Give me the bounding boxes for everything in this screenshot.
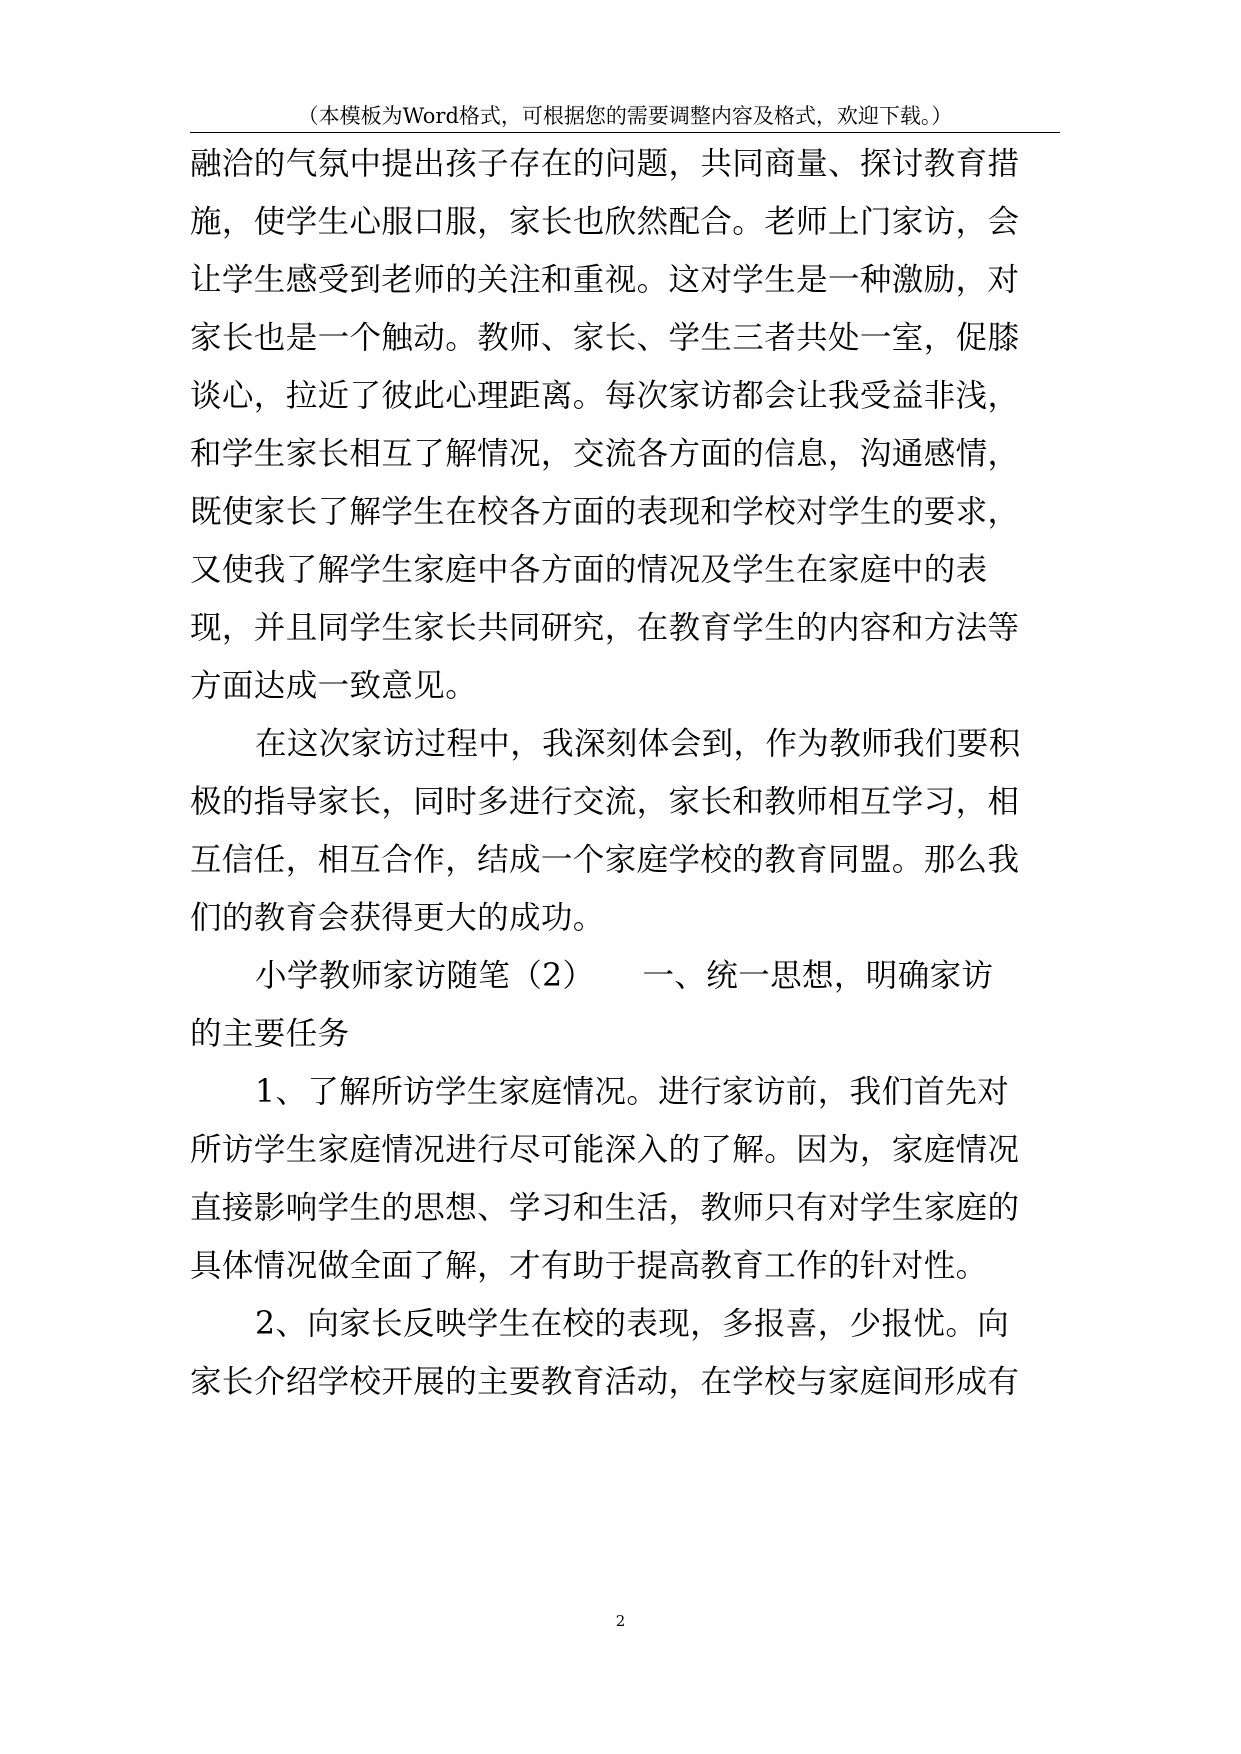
body-line-20: 具体情况做全面了解，才有助于提高教育工作的针对性。: [190, 1248, 988, 1284]
body-line-1: 融洽的气氛中提出孩子存在的问题，共同商量、探讨教育措: [190, 146, 1020, 182]
template-note-header: （本模板为Word格式，可根据您的需要调整内容及格式，欢迎下载。）: [190, 100, 1060, 133]
body-line-7: 既使家长了解学生在校各方面的表现和学校对学生的要求，: [190, 494, 1020, 530]
body-line-17: 1、了解所访学生家庭情况。进行家访前，我们首先对: [255, 1074, 1010, 1110]
body-line-21: 2、向家长反映学生在校的表现，多报喜，少报忧。向: [255, 1306, 1010, 1342]
body-line-6: 和学生家长相互了解情况，交流各方面的信息，沟通感情，: [190, 436, 1020, 472]
body-line-13: 互信任，相互合作，结成一个家庭学校的教育同盟。那么我: [190, 842, 1020, 878]
body-line-9: 现，并且同学生家长共同研究，在教育学生的内容和方法等: [190, 610, 1020, 646]
body-line-2: 施，使学生心服口服，家长也欣然配合。老师上门家访，会: [190, 204, 1020, 240]
body-line-12: 极的指导家长，同时多进行交流，家长和教师相互学习，相: [190, 784, 1020, 820]
body-line-14: 们的教育会获得更大的成功。: [190, 900, 605, 936]
body-line-22: 家长介绍学校开展的主要教育活动，在学校与家庭间形成有: [190, 1364, 1020, 1400]
page-number: 2: [615, 1612, 626, 1630]
body-line-16: 的主要任务: [190, 1016, 350, 1052]
body-line-5: 谈心，拉近了彼此心理距离。每次家访都会让我受益非浅，: [190, 378, 1020, 414]
body-line-8: 又使我了解学生家庭中各方面的情况及学生在家庭中的表: [190, 552, 988, 588]
body-line-4: 家长也是一个触动。教师、家长、学生三者共处一室，促膝: [190, 320, 1020, 356]
section-heading-line: 小学教师家访随笔（2） 一、统一思想，明确家访: [255, 958, 994, 994]
body-line-18: 所访学生家庭情况进行尽可能深入的了解。因为，家庭情况: [190, 1132, 1020, 1168]
body-line-19: 直接影响学生的思想、学习和生活，教师只有对学生家庭的: [190, 1190, 1020, 1226]
body-line-3: 让学生感受到老师的关注和重视。这对学生是一种激励，对: [190, 262, 1020, 298]
body-line-10: 方面达成一致意见。: [190, 668, 478, 704]
body-line-11: 在这次家访过程中，我深刻体会到，作为教师我们要积: [255, 726, 1021, 762]
